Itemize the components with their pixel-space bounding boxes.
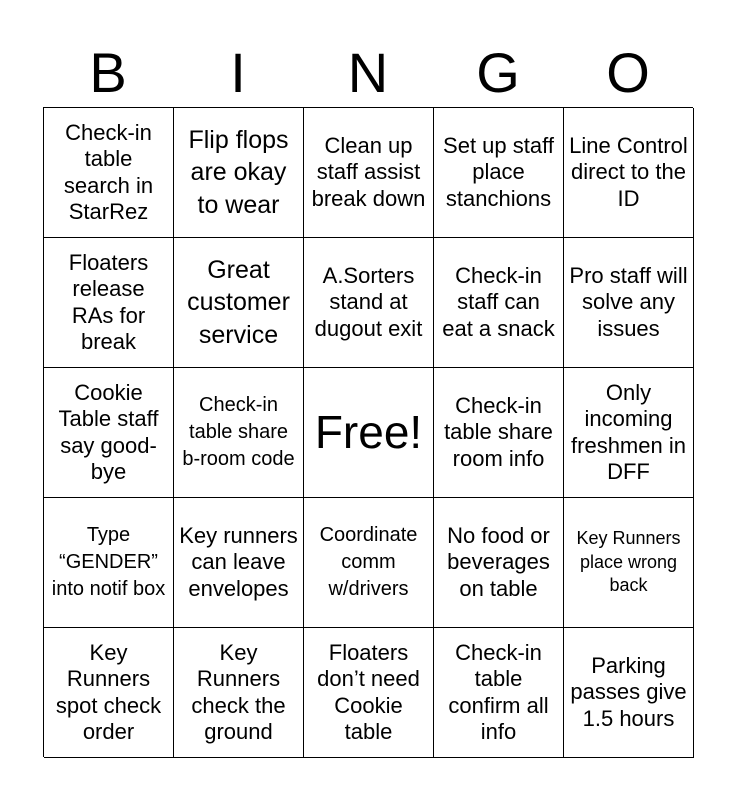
bingo-cell: Floaters don’t need Cookie table [304,628,434,758]
bingo-cell: Check-in table share b-room code [174,368,304,498]
bingo-cell: Check-in table share room info [434,368,564,498]
bingo-cell: Set up staff place stanchions [434,108,564,238]
bingo-cell: Cookie Table staff say good-bye [44,368,174,498]
bingo-cell: Key runners can leave envelopes [174,498,304,628]
header-letter-b: B [89,41,127,104]
bingo-card-grid [43,107,693,757]
free-space-cell: Free! [304,368,434,498]
bingo-cell: Flip flops are okay to wear [174,108,304,238]
header-letter-o: O [606,41,650,104]
bingo-cell: Key Runners spot check order [44,628,174,758]
bingo-cell: Check-in table search in StarRez [44,108,174,238]
bingo-cell: Only incoming freshmen in DFF [564,368,694,498]
bingo-cell: A.Sorters stand at dugout exit [304,238,434,368]
bingo-cell: Great customer service [174,238,304,368]
bingo-cell: Type “GENDER” into notif box [44,498,174,628]
bingo-cell: No food or beverages on table [434,498,564,628]
bingo-cell: Line Control direct to the ID [564,108,694,238]
header-letter-i: I [230,41,246,104]
bingo-cell: Key Runners place wrong back [564,498,694,628]
bingo-cell: Coordinate comm w/drivers [304,498,434,628]
bingo-cell: Check-in staff can eat a snack [434,238,564,368]
header-letter-g: G [476,41,520,104]
bingo-cell: Parking passes give 1.5 hours [564,628,694,758]
bingo-cell: Check-in table confirm all info [434,628,564,758]
header-letter-n: N [347,41,389,104]
bingo-cell: Floaters release RAs for break [44,238,174,368]
bingo-cell: Clean up staff assist break down [304,108,434,238]
bingo-cell: Pro staff will solve any issues [564,238,694,368]
bingo-cell: Key Runners check the ground [174,628,304,758]
bingo-header [43,38,693,108]
